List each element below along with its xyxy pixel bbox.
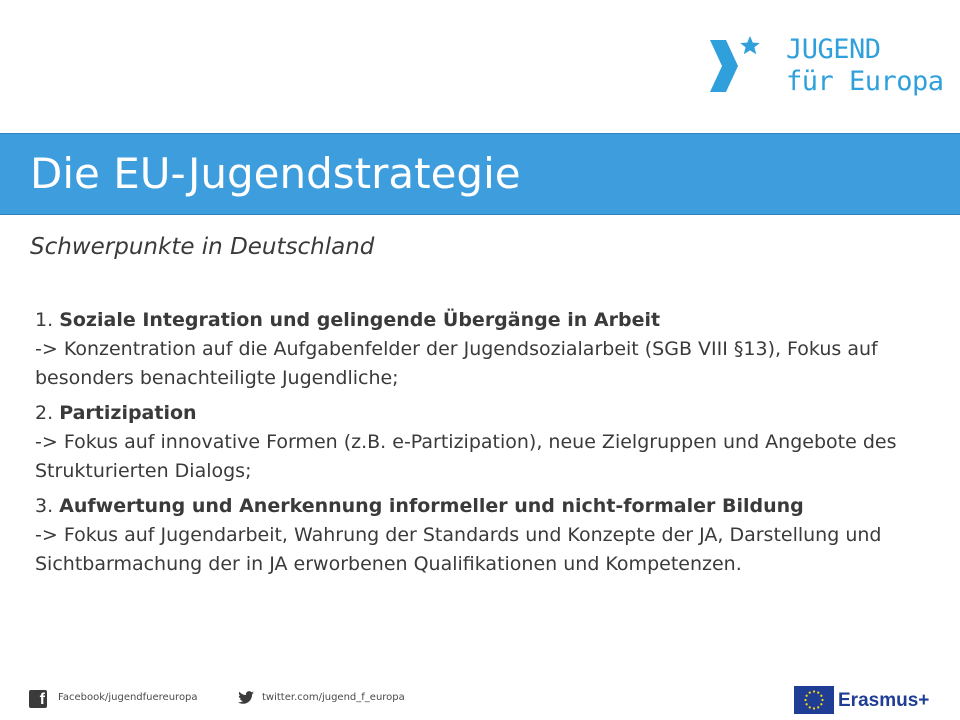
item-heading: Aufwertung und Anerkennung informeller und nicht-formaler Bildung: [59, 495, 804, 517]
logo-wordmark: [786, 34, 944, 98]
item-number: 1.: [35, 309, 54, 331]
twitter-link[interactable]: twitter.com/jugend_f_europa: [262, 692, 405, 703]
twitter-icon[interactable]: [238, 691, 254, 705]
item-number: 3.: [35, 495, 60, 517]
item-text: -> Fokus auf Jugendarbeit, Wahrung der Standards und Konzepte der JA, Darstellung und Sichtbarmachung der in JA erworbenen Qualifikationen und Kompetenzen.: [35, 524, 882, 575]
item-text: -> Konzentration auf die Aufgabenfelder der Jugendsozialarbeit (SGB VIII §13), Fokus auf besonders benachteiligte Jugendliche;: [35, 338, 878, 389]
item-number: 2.: [35, 402, 54, 424]
facebook-icon[interactable]: f: [29, 690, 47, 708]
logo-line-1: JUGEND: [786, 34, 881, 65]
list-item: [35, 306, 915, 393]
focus-list: [35, 306, 915, 585]
footer: [0, 684, 960, 720]
jugend-fuer-europa-logo-icon: [704, 34, 764, 98]
logo-line-2: für Europa: [786, 66, 944, 97]
jugend-fuer-europa-logo: [704, 30, 944, 110]
erasmus-logo: Erasmus+: [838, 690, 930, 711]
facebook-link[interactable]: Facebook/jugendfuereuropa: [58, 692, 198, 703]
eu-flag-icon: [794, 686, 834, 714]
item-heading: Soziale Integration und gelingende Übergänge in Arbeit: [59, 309, 661, 331]
page-subtitle: Schwerpunkte in Deutschland: [30, 234, 375, 260]
list-item: [35, 492, 915, 579]
page-title: Die EU-Jugendstrategie: [30, 149, 521, 198]
list-item: [35, 399, 915, 486]
title-banner: [0, 133, 960, 215]
item-text: -> Fokus auf innovative Formen (z.B. e-Partizipation), neue Zielgruppen und Angebote des Strukturierten Dialogs;: [35, 431, 897, 482]
item-heading: Partizipation: [59, 402, 197, 424]
